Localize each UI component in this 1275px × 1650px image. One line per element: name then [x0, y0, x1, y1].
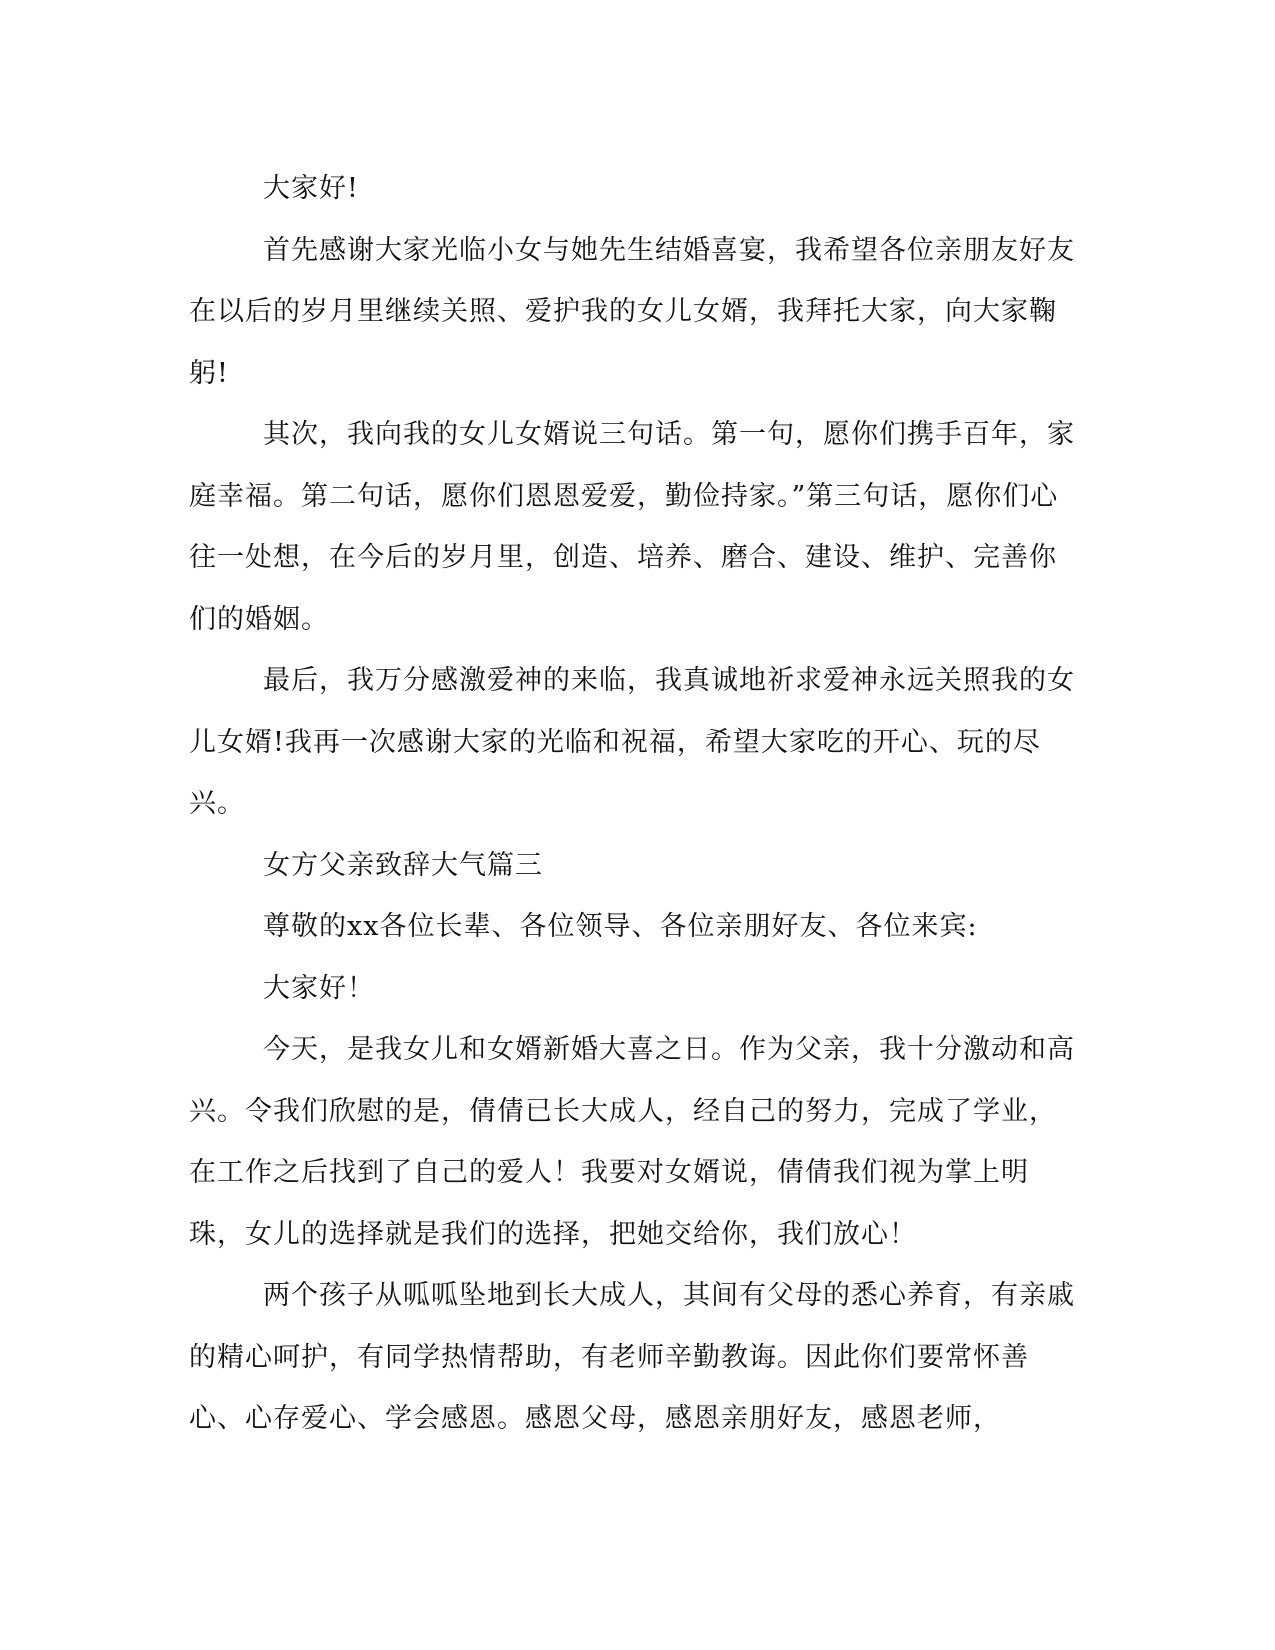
three-sentences-paragraph: 其次，我向我的女儿女婿说三句话。第一句，愿你们携手百年，家庭幸福。第二句话，愿你们恩恩爱爱，勤俭持家。”第三句话，愿你们心往一处想，在今后的岁月里，创造、培养、磨合、建设、维护、完善你们的婚姻。	[189, 419, 1075, 635]
thanks-paragraph: 首先感谢大家光临小女与她先生结婚喜宴，我希望各位亲朋友好友在以后的岁月里继续关照、爱护我的女儿女婿，我拜托大家，向大家鞠躬!	[189, 234, 1075, 389]
wedding-day-paragraph: 今天，是我女儿和女婿新婚大喜之日。作为父亲，我十分激动和高兴。令我们欣慰的是，倩倩已长大成人，经自己的努力，完成了学业，在工作之后找到了自己的爱人！我要对女婿说，倩倩我们视为掌上明珠，女儿的选择就是我们的选择，把她交给你，我们放心！	[189, 1034, 1075, 1250]
document-body	[189, 158, 1079, 1450]
closing-paragraph: 最后，我万分感激爱神的来临，我真诚地祈求爱神永远关照我的女儿女婿!我再一次感谢大家的光临和祝福，希望大家吃的开心、玩的尽兴。	[189, 665, 1075, 819]
greeting-paragraph: 大家好!	[263, 173, 359, 204]
section-heading: 女方父亲致辞大气篇三	[263, 849, 543, 881]
salutation-paragraph: 尊敬的xx各位长辈、各位领导、各位亲朋好友、各位来宾:	[263, 911, 978, 942]
greeting-paragraph-2: 大家好！	[263, 972, 375, 1004]
gratitude-paragraph: 两个孩子从呱呱坠地到长大成人，其间有父母的悉心养育，有亲戚的精心呵护，有同学热情帮助，有老师辛勤教诲。因此你们要常怀善心、心存爱心、学会感恩。感恩父母，感恩亲朋好友，感恩老师，	[189, 1280, 1075, 1434]
